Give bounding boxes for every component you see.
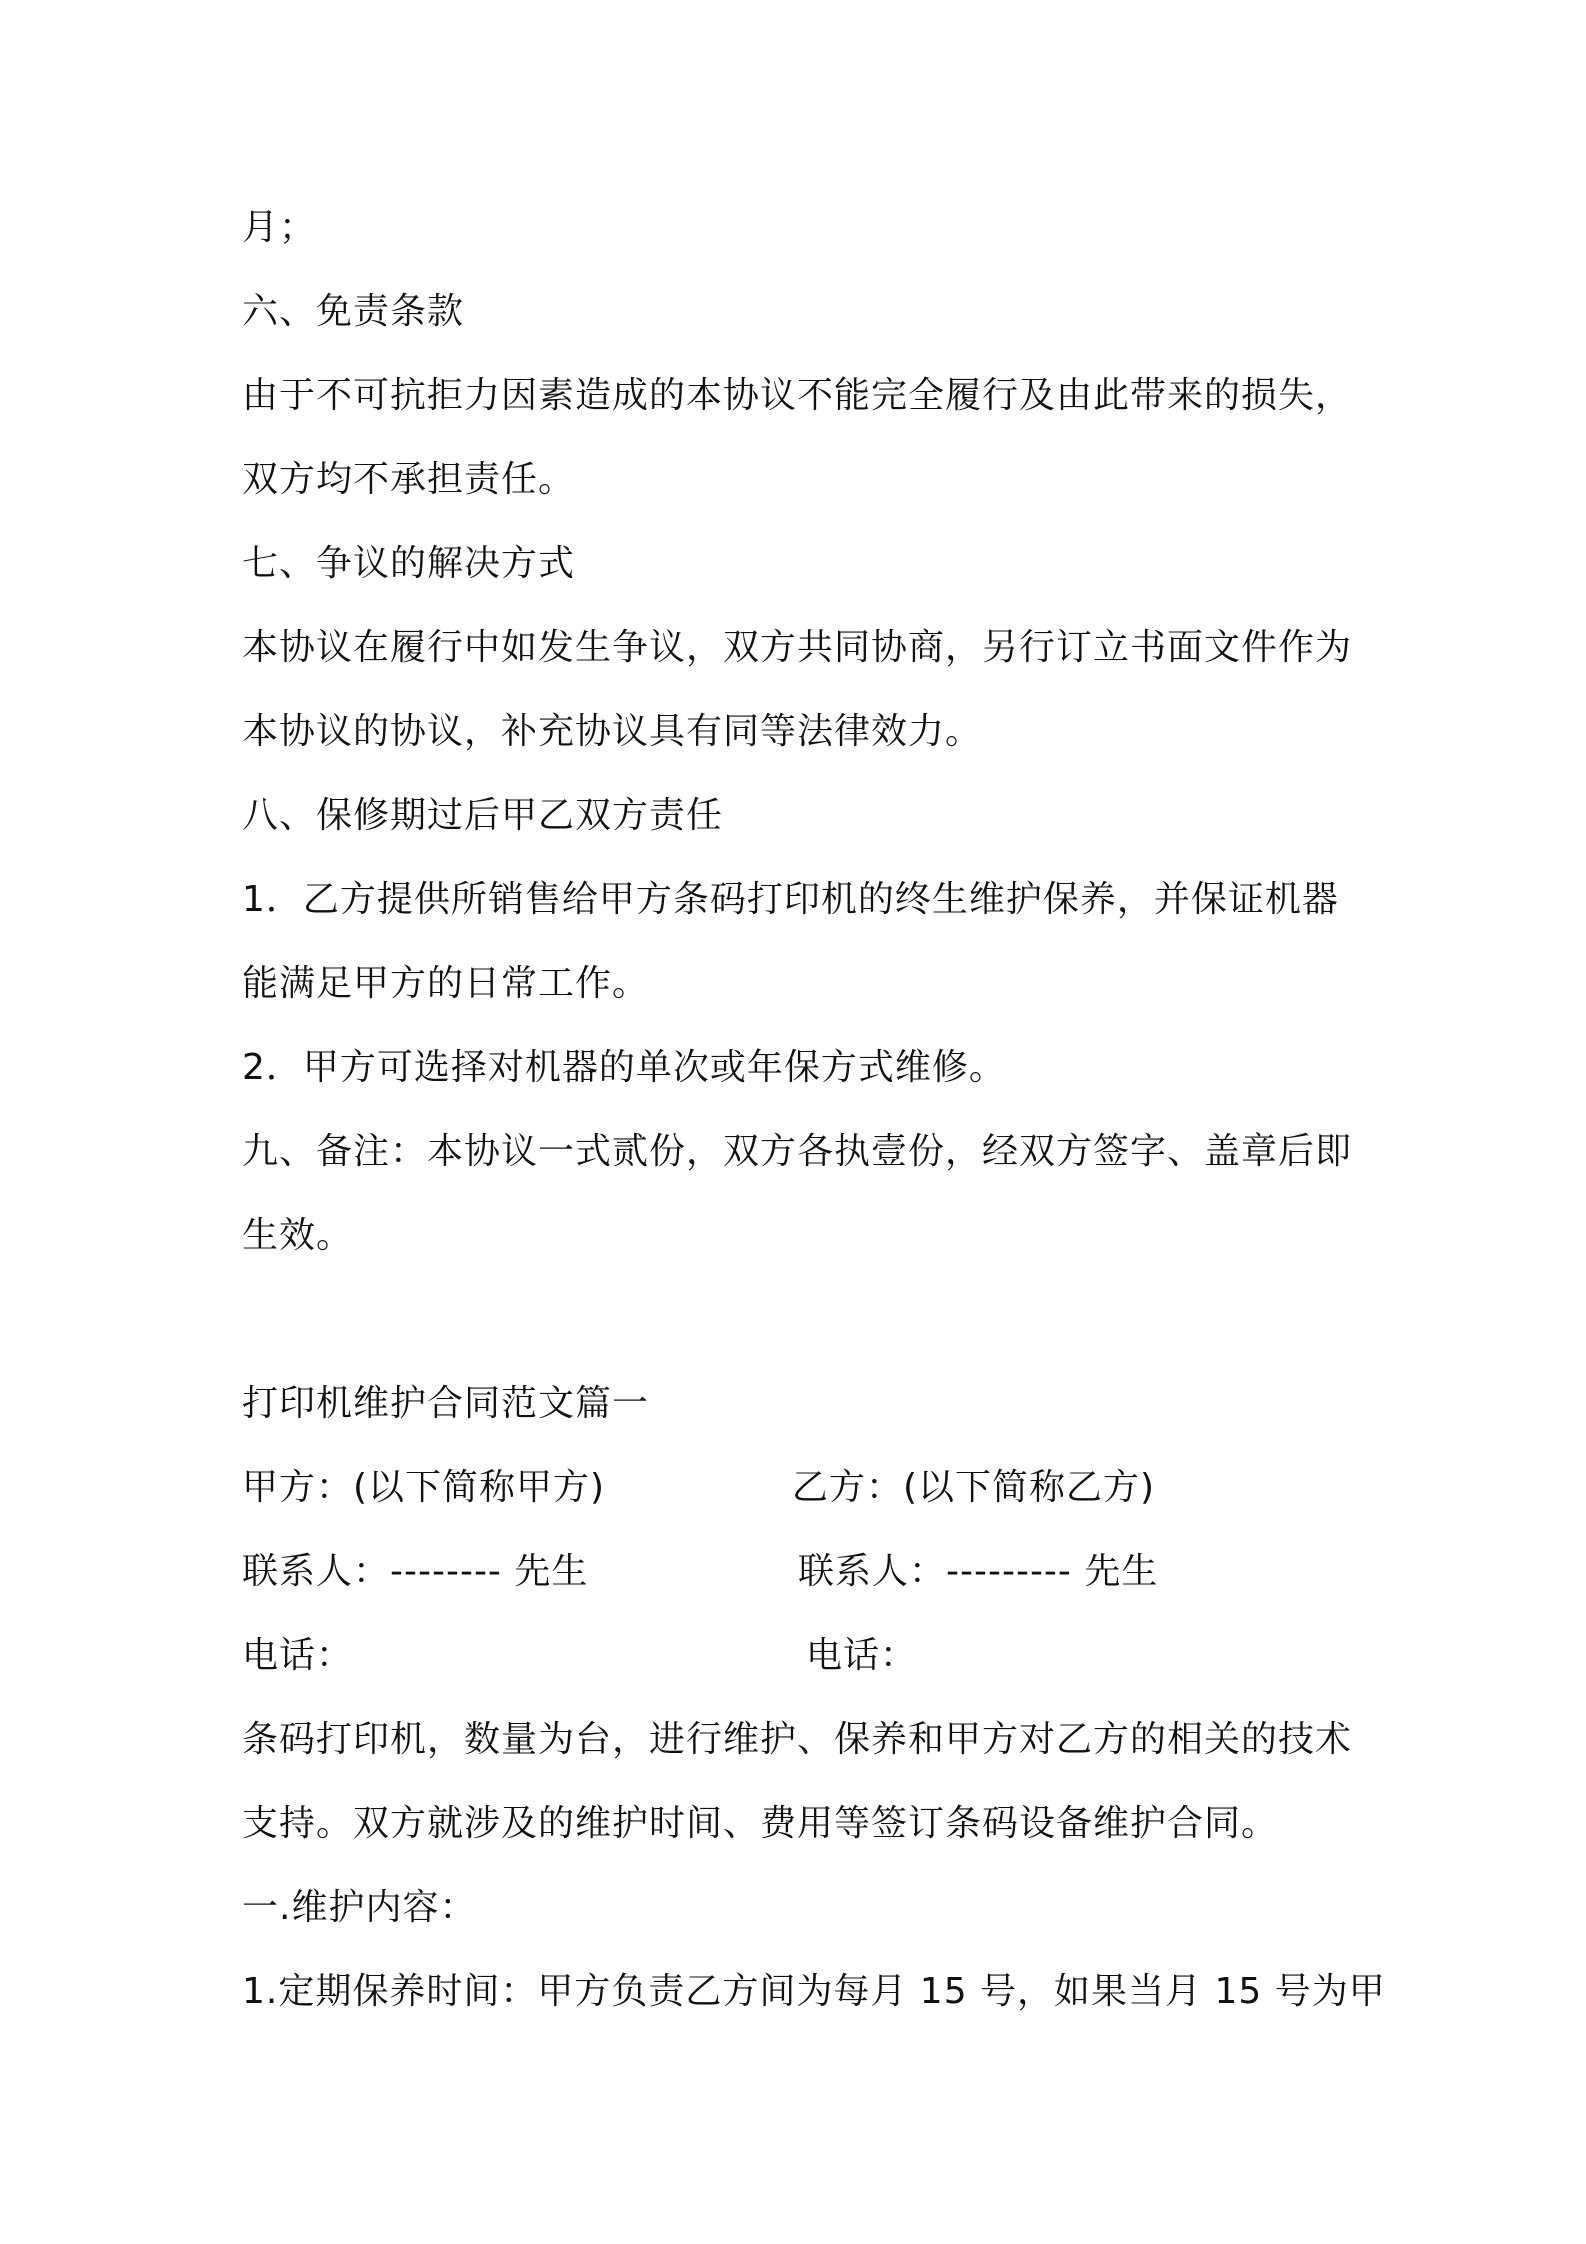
text-line-dispute-2: 本协议的协议，补充协议具有同等法律效力。: [242, 711, 983, 752]
phone-b-cell: [806, 1634, 917, 1678]
text-line-post-warranty-1: 1．乙方提供所销售给甲方条码打印机的终生维护保养，并保证机器: [242, 879, 1339, 920]
section-heading-disclaimer: 六、免责条款: [242, 291, 465, 332]
text-line-scope-1: 条码打印机，数量为台，进行维护、保养和甲方对乙方的相关的技术: [242, 1719, 1353, 1760]
text-line-scope-2: 支持。双方就涉及的维护时间、费用等签订条码设备维护合同。: [242, 1803, 1279, 1844]
text-line-month-end: 月；: [242, 207, 317, 248]
section-heading-maintenance: 一.维护内容：: [242, 1887, 477, 1928]
text-line-post-warranty-3: 2．甲方可选择对机器的单次或年保方式维修。: [242, 1047, 1006, 1088]
text-line-force-majeure-2: 双方均不承担责任。: [242, 459, 576, 500]
contact-row: [242, 1550, 588, 1594]
text-line-force-majeure-1: 由于不可抗拒力因素造成的本协议不能完全履行及由此带来的损失，: [242, 375, 1353, 416]
party-a-label: 甲方：(以下简称甲方): [242, 1467, 606, 1508]
text-line-maintenance-1: 1.定期保养时间：甲方负责乙方间为每月 15 号，如果当月 15 号为甲: [242, 1971, 1386, 2012]
party-b-label: 乙方：(以下简称乙方): [792, 1467, 1156, 1508]
phone-row: [242, 1634, 353, 1678]
section-heading-post-warranty: 八、保修期过后甲乙双方责任: [242, 795, 724, 836]
text-line-dispute-1: 本协议在履行中如发生争议，双方共同协商，另行订立书面文件作为: [242, 627, 1353, 668]
section-heading-remarks: 九、备注：本协议一式贰份，双方各执壹份，经双方签字、盖章后即: [242, 1131, 1353, 1172]
text-line-remarks-2: 生效。: [242, 1215, 354, 1256]
document-title: 打印机维护合同范文篇一: [242, 1383, 650, 1424]
text-line-post-warranty-2: 能满足甲方的日常工作。: [242, 963, 650, 1004]
party-row: [242, 1466, 605, 1510]
phone-a-label: 电话：: [242, 1635, 354, 1676]
contact-b-label: 联系人：--------- 先生: [798, 1551, 1159, 1592]
party-b-cell: [792, 1466, 1155, 1510]
contact-a-label: 联系人：-------- 先生: [242, 1551, 589, 1592]
contact-b-cell: [798, 1550, 1158, 1594]
section-heading-dispute: 七、争议的解决方式: [242, 543, 576, 584]
phone-b-label: 电话：: [806, 1635, 918, 1676]
